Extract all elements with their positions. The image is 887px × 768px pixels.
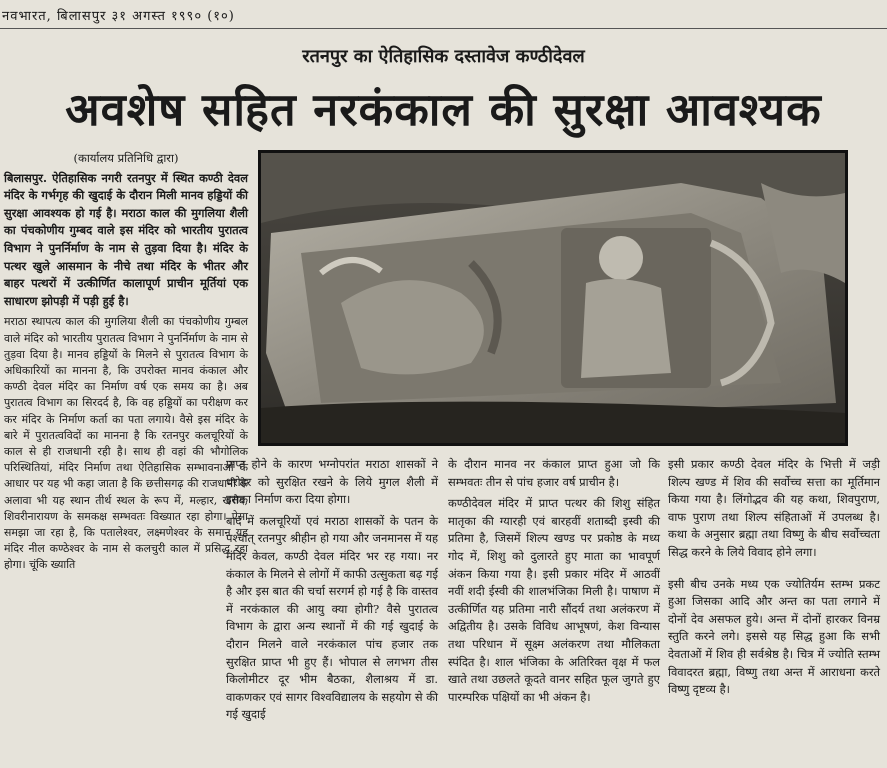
stone-relief-icon [261,153,845,443]
lead-paragraph: बिलासपुर. ऐतिहासिक नगरी रतनपुर में स्थित कण्ठी देवल मंदिर के गर्भगृह की खुदाई के दौरान मिली मानव हड्डियों की सुरक्षा आवश्यक हो गई है। मराठा काल की मुगलिया शैली का पंचकोणीय गुम्बद वाले इस मंदिर को भारतीय पुरातत्व विभाग ने पुनर्निर्माण के नाम से तुड़वा दिया है। मंदिर के पत्थर खुले आसमान के नीचे तथा मंदिर के भीतर और बाहर पत्थरों में उत्कीर्णित कालापूर्ण प्राचीन मूर्तियां एक साधारण झोपड़ी में पड़ी हुई है। [4,170,248,308]
paragraph: मराठा स्थापत्य काल की मुगलिया शैली का पंचकोणीय गुम्बल वाले मंदिर को भारतीय पुरातत्व विभाग ने पुनर्निर्माण के नाम से तुड़वा दिया है। मानव हड्डियों के मिलने से पुरातत्व विभाग के अधिकारियों का मानना है, कि उपरोक्त मानव कंकाल और कण्ठी देवल मंदिर का निर्माण वर्ष एक समय का है। अब पुरातत्व विभाग का सिरदर्द है, कि वह हड्डियों का परीक्षण कर कर मंदिर के निर्माण कर्ता का पता लगाये। वैसे इस मंदिर के बारे में पुरातत्वविदों का मानना है कि रतनपुर कलचूरियों के काल से ही राजधानी रही है। साथ ही वहां की भौगोलिक परिस्थितियां, मंदिर निर्माण तथा ऐतिहासिक सम्भावनाओं के आधार पर यह भी कहा जाता है कि छत्तीसगढ़ की राजधानी के अलावा भी यह स्थान तीर्थ स्थल के रूप में, मल्हार, खरौद, शिवरीनारायण के समकक्ष सम्भवतः विख्यात रहा होगा। ऐसा समझा जा रहा है, कि पतालेश्वर, लक्ष्मणेश्वर के समान यह मंदिर नील कण्ठेश्वर के नाम से कलचुरी काल में प्रसिद्ध रहा होगा। चूंकि ख्याति [4,315,248,572]
kicker-title: रतनपुर का ऐतिहासिक दस्तावेज कण्ठीदेवल [302,46,585,67]
paragraph: बाद में कलचूरियों एवं मराठा शासकों के पतन के पश्चात् रतनपुर श्रीहीन हो गया और जनमानस में यह मंदिर केवल, कण्ठी देवल मंदिर भर रह गया। नर कंकाल के मिलने से लोगों में काफी उत्सुकता बढ़ गई है और इस बात की चर्चा सरगर्म हो गई है कि वास्तव में नरकंकाल की आयु क्या होगी? वैसे पुरातत्व विभाग के द्वारा अन्य स्थानों में की गई खुदाई के दौरान मिलने वाले नरकंकाल पांच हजार तक सुरक्षित प्राप्त भी हुए हैं। भोपाल से लगभग तीस किलोमीटर दूर भीम बैठका, शैलाश्रय में डा. वाकणकर एवं सागर विश्वविद्यालय के सहयोग से की गई खुदाई [226,513,438,722]
paragraph: प्राप्त होने के कारण भग्नोपरांत मराठा शासकों ने धरोहर को सुरक्षित रखने के लिये मुगल शैली में इसका निर्माण करा दिया होगा। [226,457,438,507]
paragraph: इसी प्रकार कण्ठी देवल मंदिर के भित्ती में जड़ी शिल्प खण्ड में शिव की सर्वोच्च सत्ता का मूर्तिमान किया गया है। लिंगोद्भव की यह कथा, शिवपुराण, वाफ पुराण तथा शिल्प संहिताओं में उपलब्ध है। कथा के अनुसार ब्रह्मा तथा विष्णु के बीच सर्वोच्चता सिद्ध करने के लिये विवाद होने लगा। [668,457,880,559]
headline: अवशेष सहित नरकंकाल की सुरक्षा आवश्यक [65,83,822,136]
article-column-2 [226,456,438,728]
byline: (कार्यालय प्रतिनिधि द्वारा) [73,151,179,165]
stone-relief-photo [258,150,848,446]
masthead-rule [0,28,887,29]
paragraph: कण्ठीदेवल मंदिर में प्राप्त पत्थर की शिशु संहित मातृका की ग्यारही एवं बारहवीं शताब्दी इस्वी की प्रतिमा है, जिसमें शिल्प खण्ड पर प्रकोष्ठ के मध्य गोद में, शिशु को दुलारते हुए माता का भावपूर्ण अंकन किया गया है। इसी प्रकार मंदिर में आठवीं नवीं शदी ईस्वी की शालभंजिका मिली है। पाषाण में उत्कीर्णित यह प्रतिमा नारी सौंदर्य तथा अलंकरण में अद्वितीय है। उसके विविध आभूषणं, केश विन्यास तथा परिधान में सूक्ष्म अलंकरण तथा मौलिकता स्पंदित है। शाल भंजिका के अतिरिक्त वृक्ष में फल खाते तथा उछलते कूदते वानर सहित फूल जुगते हुए पारम्परिक पक्षियों का भी अंकन है। [448,496,660,704]
paragraph: के दौरान मानव नर कंकाल प्राप्त हुआ जो कि सम्भवतः तीन से पांच हजार वर्ष प्राचीन है। [448,457,660,489]
article-column-4 [668,456,880,703]
masthead: नवभारत, बिलासपुर ३१ अगस्त १९९० (१०) [2,9,235,24]
article-column-3 [448,456,660,710]
article-column-1 [4,150,248,578]
paragraph: इसी बीच उनके मध्य एक ज्योतिर्यम स्तम्भ प्रकट हुआ जिसका आदि और अन्त का पता लगाने में दोनों देव असफल हुये। अन्त में दोनों हारकर विनम्र स्तुति करने लगे। इससे यह सिद्ध हुआ कि सभी देवताओं में शिव ही सर्वश्रेष्ठ है। चित्र में ज्योति स्तम्भ विवादरत ब्रह्मा, विष्णु तथा अन्त में आराधना करते विष्णु दृष्टव्य है। [668,576,880,697]
